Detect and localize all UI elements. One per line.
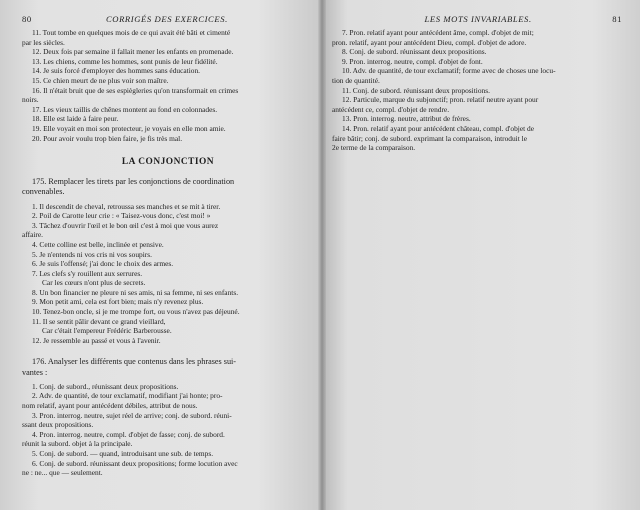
text-line: antécédent ce, compl. d'objet de rendre.: [332, 104, 450, 114]
text-line: 6. Conj. de subord. réunissant deux propositions; forme locution avec: [32, 458, 238, 468]
left-page-number: 80: [22, 14, 32, 24]
text-line: 14. Pron. relatif ayant pour antécédent château, compl. d'objet de: [342, 123, 534, 133]
text-line: tion de quantité.: [332, 75, 380, 85]
left-running-head: [22, 14, 314, 24]
text-line: affaire.: [22, 230, 43, 240]
text-line: 7. Les clefs s'y rouillent aux serrures.: [32, 268, 143, 278]
text-line: 6. Je suis l'offensé; j'ai donc le choix des armes.: [32, 259, 174, 269]
exercise-heading: convenables.: [22, 187, 65, 197]
text-line: 11. Il se sentit pâlir devant ce grand vieillard,: [32, 316, 166, 326]
text-line: 7. Pron. relatif ayant pour antécédent âme, compl. d'objet de mit;: [342, 28, 534, 37]
text-line: 9. Pron. interrog. neutre, compl. d'objet de font.: [342, 56, 483, 66]
text-line: réunit la subord. objet à la principale.: [22, 439, 133, 449]
text-line: faire bâtir; conj. de subord. exprimant la comparaison, introduit le: [332, 133, 527, 143]
left-header-title: CORRIGÉS DES EXERCICES.: [105, 14, 228, 24]
text-line: par les siècles.: [22, 37, 65, 47]
text-line: 2e terme de la comparaison.: [332, 143, 416, 153]
right-header-title: LES MOTS INVARIABLES.: [424, 14, 532, 24]
text-line: 10. Adv. de quantité, de tour exclamatif; forme avec de choses une locu-: [342, 66, 556, 76]
text-line: 16. Il n'était bruit que de ses espiègleries qu'on transformait en crimes: [32, 85, 239, 95]
text-line: 2. Poil de Carotte leur crie : « Taisez-vous donc, c'est moi! »: [32, 211, 211, 221]
text-line: 12. Deux fois par semaine il fallait mener les enfants en promenade.: [32, 47, 234, 57]
text-line: 14. Je suis forcé d'employer des hommes sans éducation.: [32, 66, 200, 76]
text-line: 12. Je ressemble au passé et vous à l'avenir.: [32, 335, 161, 345]
exercise-heading: 175. Remplacer les tirets par les conjonctions de coordination: [32, 177, 235, 187]
text-line: nom relatif, ayant pour antécédent débiles, attribut de nous.: [22, 401, 198, 411]
left-top-exercise-block: [22, 28, 314, 143]
text-line: 4. Cette colline est belle, inclinée et pensive.: [32, 239, 164, 249]
exercise-heading: vantes :: [22, 367, 48, 377]
text-line: 4. Pron. interrog. neutre, compl. d'objet de fasse; conj. de subord.: [32, 429, 225, 439]
text-line: 1. Il descendit de cheval, retroussa ses manches et se mit à tirer.: [32, 201, 221, 211]
text-line: 8. Conj. de subord. réunissant deux propositions.: [342, 47, 487, 57]
book-gutter: [318, 0, 326, 510]
text-line: 18. Elle est laide à faire peur.: [32, 114, 119, 124]
text-line: 11. Conj. de subord. réunissant deux propositions.: [342, 85, 490, 95]
right-page: [322, 0, 640, 510]
text-line: 20. Pour avoir voulu trop bien faire, je fis très mal.: [32, 133, 183, 143]
exercise-heading: 176. Analyser les différents que contenus dans les phrases sui-: [32, 357, 237, 367]
text-line: 19. Elle voyait en moi son protecteur, je voyais en elle mon amie.: [32, 123, 226, 133]
text-line: noirs.: [22, 95, 39, 105]
text-line: 3. Pron. interrog. neutre, sujet réel de arrive; conj. de subord. réuni-: [32, 410, 232, 420]
text-line: 11. Tout tombe en quelques mois de ce qui avait été bâti et cimenté: [32, 28, 231, 37]
text-line: Car c'était l'empereur Frédéric Barberousse.: [42, 326, 172, 336]
text-line: 12. Particule, marque du subjonctif; pron. relatif neutre ayant pour: [342, 95, 539, 105]
text-line: 15. Ce chien meurt de ne plus voir son maître.: [32, 75, 169, 85]
text-line: 2. Adv. de quantité, de tour exclamatif, modifiant j'ai honte; pro-: [32, 391, 223, 401]
text-line: 10. Tenez-bon oncle, si je me trompe fort, ou vous n'avez pas déjeuné.: [32, 307, 240, 317]
text-line: 13. Les chiens, comme les hommes, sont punis de leur fidélité.: [32, 56, 218, 66]
text-line: ne : ne... que — seulement.: [22, 468, 103, 478]
text-line: 5. Je n'entends ni vos cris ni vos soupirs.: [32, 249, 152, 259]
text-line: 13. Pron. interrog. neutre, attribut de frères.: [342, 114, 471, 124]
text-line: 3. Tâchez d'ouvrir l'œil et le bon œil c'est à moi que vous aurez: [32, 220, 219, 230]
right-running-head: [332, 14, 622, 24]
text-line: 1. Conj. de subord., réunissant deux propositions.: [32, 381, 179, 391]
text-line: 9. Mon petit ami, cela est fort bien; mais n'y revenez plus.: [32, 297, 204, 307]
text-line: pron. relatif, ayant pour antécédent Dieu, compl. d'objet de adore.: [332, 37, 527, 47]
text-line: 17. Les vieux taillis de chênes montent au fond en colonnades.: [32, 104, 218, 114]
text-line: ssant deux propositions.: [22, 420, 94, 430]
right-page-number: 81: [612, 14, 622, 24]
text-line: Car les cœurs n'ont plus de secrets.: [42, 278, 146, 288]
section-title: LA CONJONCTION: [121, 157, 215, 168]
exercise-175: [22, 177, 314, 345]
text-line: 8. Un bon financier ne pleure ni ses amis, ni sa femme, ni ses enfants.: [32, 287, 239, 297]
text-line: 5. Conj. de subord. — quand, introduisant une sub. de temps.: [32, 449, 214, 458]
exercise-176: [22, 357, 314, 477]
right-exercise-block: [332, 28, 622, 153]
